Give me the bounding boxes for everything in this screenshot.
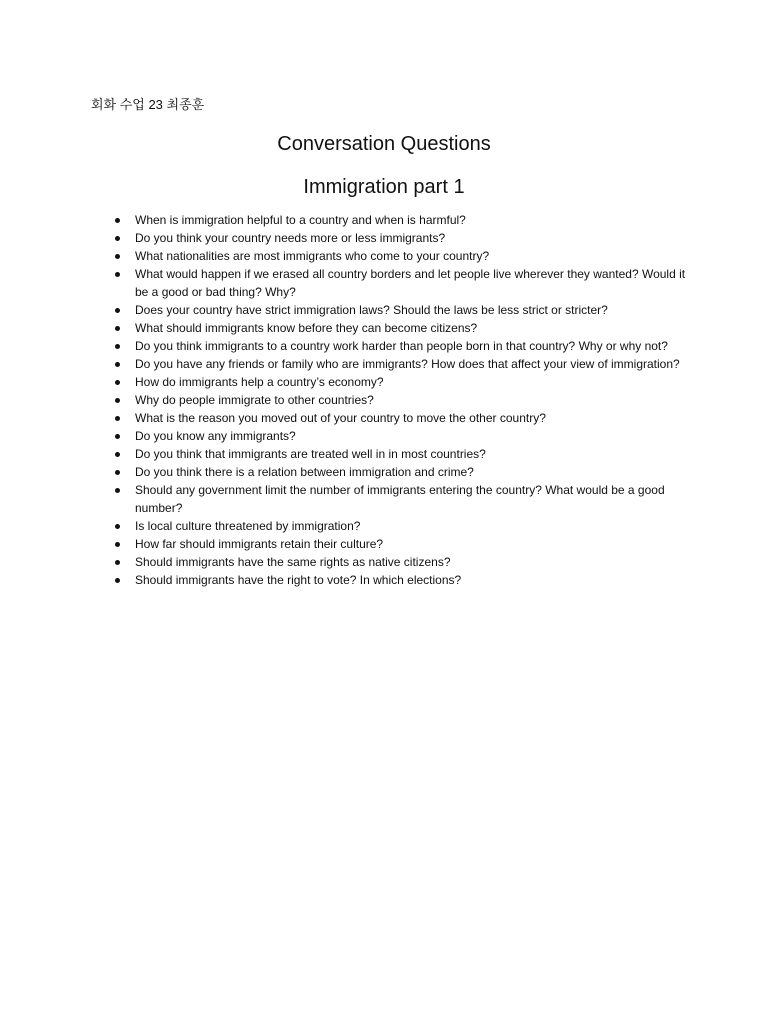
bullet-icon <box>115 434 120 439</box>
question-item <box>108 409 688 427</box>
page-title: Conversation Questions <box>277 133 491 155</box>
bullet-icon <box>115 578 120 583</box>
question-text: What nationalities are most immigrants who come to your country? <box>135 249 490 263</box>
bullet-icon <box>115 488 120 493</box>
question-item <box>108 553 688 571</box>
bullet-icon <box>115 524 120 529</box>
question-text: Do you think your country needs more or less immigrants? <box>135 231 446 245</box>
question-text: Should immigrants have the same rights as native citizens? <box>135 555 451 569</box>
bullet-icon <box>115 218 120 223</box>
page-subtitle: Immigration part 1 <box>303 176 465 198</box>
bullet-icon <box>115 380 120 385</box>
class-header-label: 회화 수업 23 최종훈 <box>91 97 205 112</box>
question-text: What would happen if we erased all country borders and let people live wherever they wanted? Would it be a good or bad thing? Why? <box>135 267 686 299</box>
bullet-icon <box>115 470 120 475</box>
bullet-icon <box>115 308 120 313</box>
question-text: What is the reason you moved out of your country to move the other country? <box>135 411 546 425</box>
bullet-icon <box>115 542 120 547</box>
question-item <box>108 571 688 589</box>
question-item <box>108 211 688 229</box>
question-item <box>108 445 688 463</box>
question-item <box>108 301 688 319</box>
question-text: Do you know any immigrants? <box>135 429 296 443</box>
bullet-icon <box>115 236 120 241</box>
question-item <box>108 247 688 265</box>
question-list <box>108 211 688 589</box>
question-text: Do you think immigrants to a country work harder than people born in that country? Why or why not? <box>135 339 668 353</box>
question-item <box>108 535 688 553</box>
question-text: How do immigrants help a country’s economy? <box>135 375 384 389</box>
question-text: Is local culture threatened by immigration? <box>135 519 361 533</box>
question-item <box>108 481 688 517</box>
question-item <box>108 319 688 337</box>
bullet-icon <box>115 416 120 421</box>
question-item <box>108 265 688 301</box>
question-text: What should immigrants know before they can become citizens? <box>135 321 478 335</box>
question-item <box>108 517 688 535</box>
bullet-icon <box>115 344 120 349</box>
question-item <box>108 391 688 409</box>
bullet-icon <box>115 452 120 457</box>
bullet-icon <box>115 272 120 277</box>
bullet-icon <box>115 560 120 565</box>
question-item <box>108 355 688 373</box>
question-text: Should immigrants have the right to vote? In which elections? <box>135 573 462 587</box>
question-text: How far should immigrants retain their culture? <box>135 537 384 551</box>
question-item <box>108 373 688 391</box>
question-item <box>108 463 688 481</box>
bullet-icon <box>115 362 120 367</box>
question-text: Do you think that immigrants are treated well in in most countries? <box>135 447 486 461</box>
bullet-icon <box>115 254 120 259</box>
question-item <box>108 229 688 247</box>
question-text: Do you think there is a relation between immigration and crime? <box>135 465 474 479</box>
question-text: When is immigration helpful to a country and when is harmful? <box>135 213 466 227</box>
question-item <box>108 427 688 445</box>
question-text: Does your country have strict immigration laws? Should the laws be less strict or stricter? <box>135 303 608 317</box>
question-text: Why do people immigrate to other countries? <box>135 393 374 407</box>
bullet-icon <box>115 398 120 403</box>
question-text: Do you have any friends or family who are immigrants? How does that affect your view of immigration? <box>135 357 680 371</box>
question-item <box>108 337 688 355</box>
bullet-icon <box>115 326 120 331</box>
question-text: Should any government limit the number of immigrants entering the country? What would be a good number? <box>135 483 665 515</box>
